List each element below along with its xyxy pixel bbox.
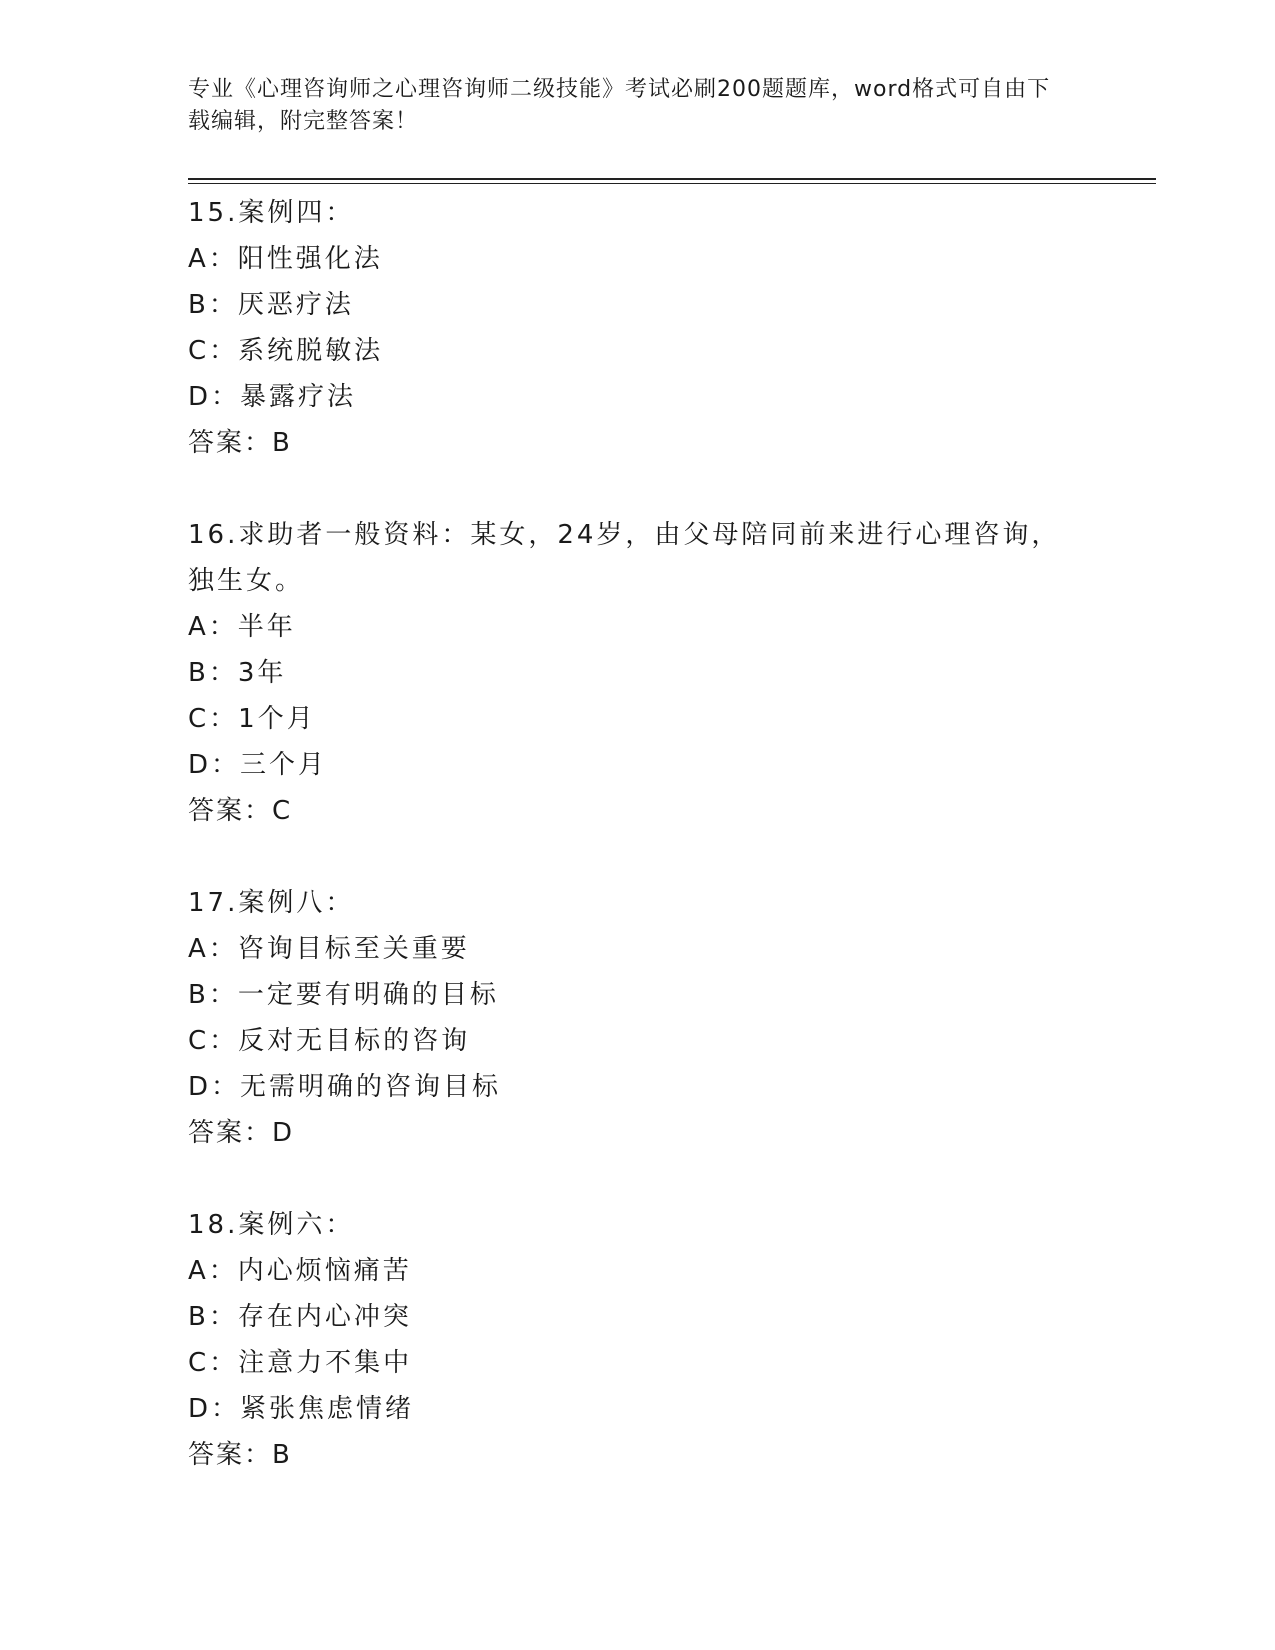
option-c: C：系统脱敏法 [188,336,384,366]
question-stem: 15.案例四： [188,198,355,228]
header-divider-thick [188,178,1156,180]
question-list [188,190,1088,1524]
question-16 [188,512,1088,834]
question-stem: 18.案例六： [188,1210,355,1240]
document-header: 专业《心理咨询师之心理咨询师二级技能》考试必刷200题题库，word格式可自由下载编辑，附完整答案！ [188,77,1051,134]
option-d: D：三个月 [188,750,328,780]
option-b: B：存在内心冲突 [188,1302,412,1332]
option-a: A：半年 [188,612,296,642]
option-c: C：1个月 [188,704,316,734]
question-17 [188,880,1088,1156]
answer-line: 答案：C [188,796,293,826]
option-a: A：咨询目标至关重要 [188,934,470,964]
answer-line: 答案：D [188,1118,295,1148]
option-d: D：紧张焦虑情绪 [188,1394,415,1424]
option-a: A：内心烦恼痛苦 [188,1256,412,1286]
option-c: C：注意力不集中 [188,1348,413,1378]
question-stem: 17.案例八： [188,888,355,918]
header-divider-thin [188,183,1156,184]
option-a: A：阳性强化法 [188,244,383,274]
option-b: B：一定要有明确的目标 [188,980,499,1010]
question-18 [188,1202,1088,1478]
question-stem: 16.求助者一般资料：某女，24岁，由父母陪同前来进行心理咨询，独生女。 [188,520,1061,596]
question-15 [188,190,1088,466]
answer-line: 答案：B [188,1440,292,1470]
answer-line: 答案：B [188,428,292,458]
option-d: D：无需明确的咨询目标 [188,1072,502,1102]
option-c: C：反对无目标的咨询 [188,1026,471,1056]
option-b: B：厌恶疗法 [188,290,354,320]
option-d: D：暴露疗法 [188,382,357,412]
option-b: B：3年 [188,658,287,688]
